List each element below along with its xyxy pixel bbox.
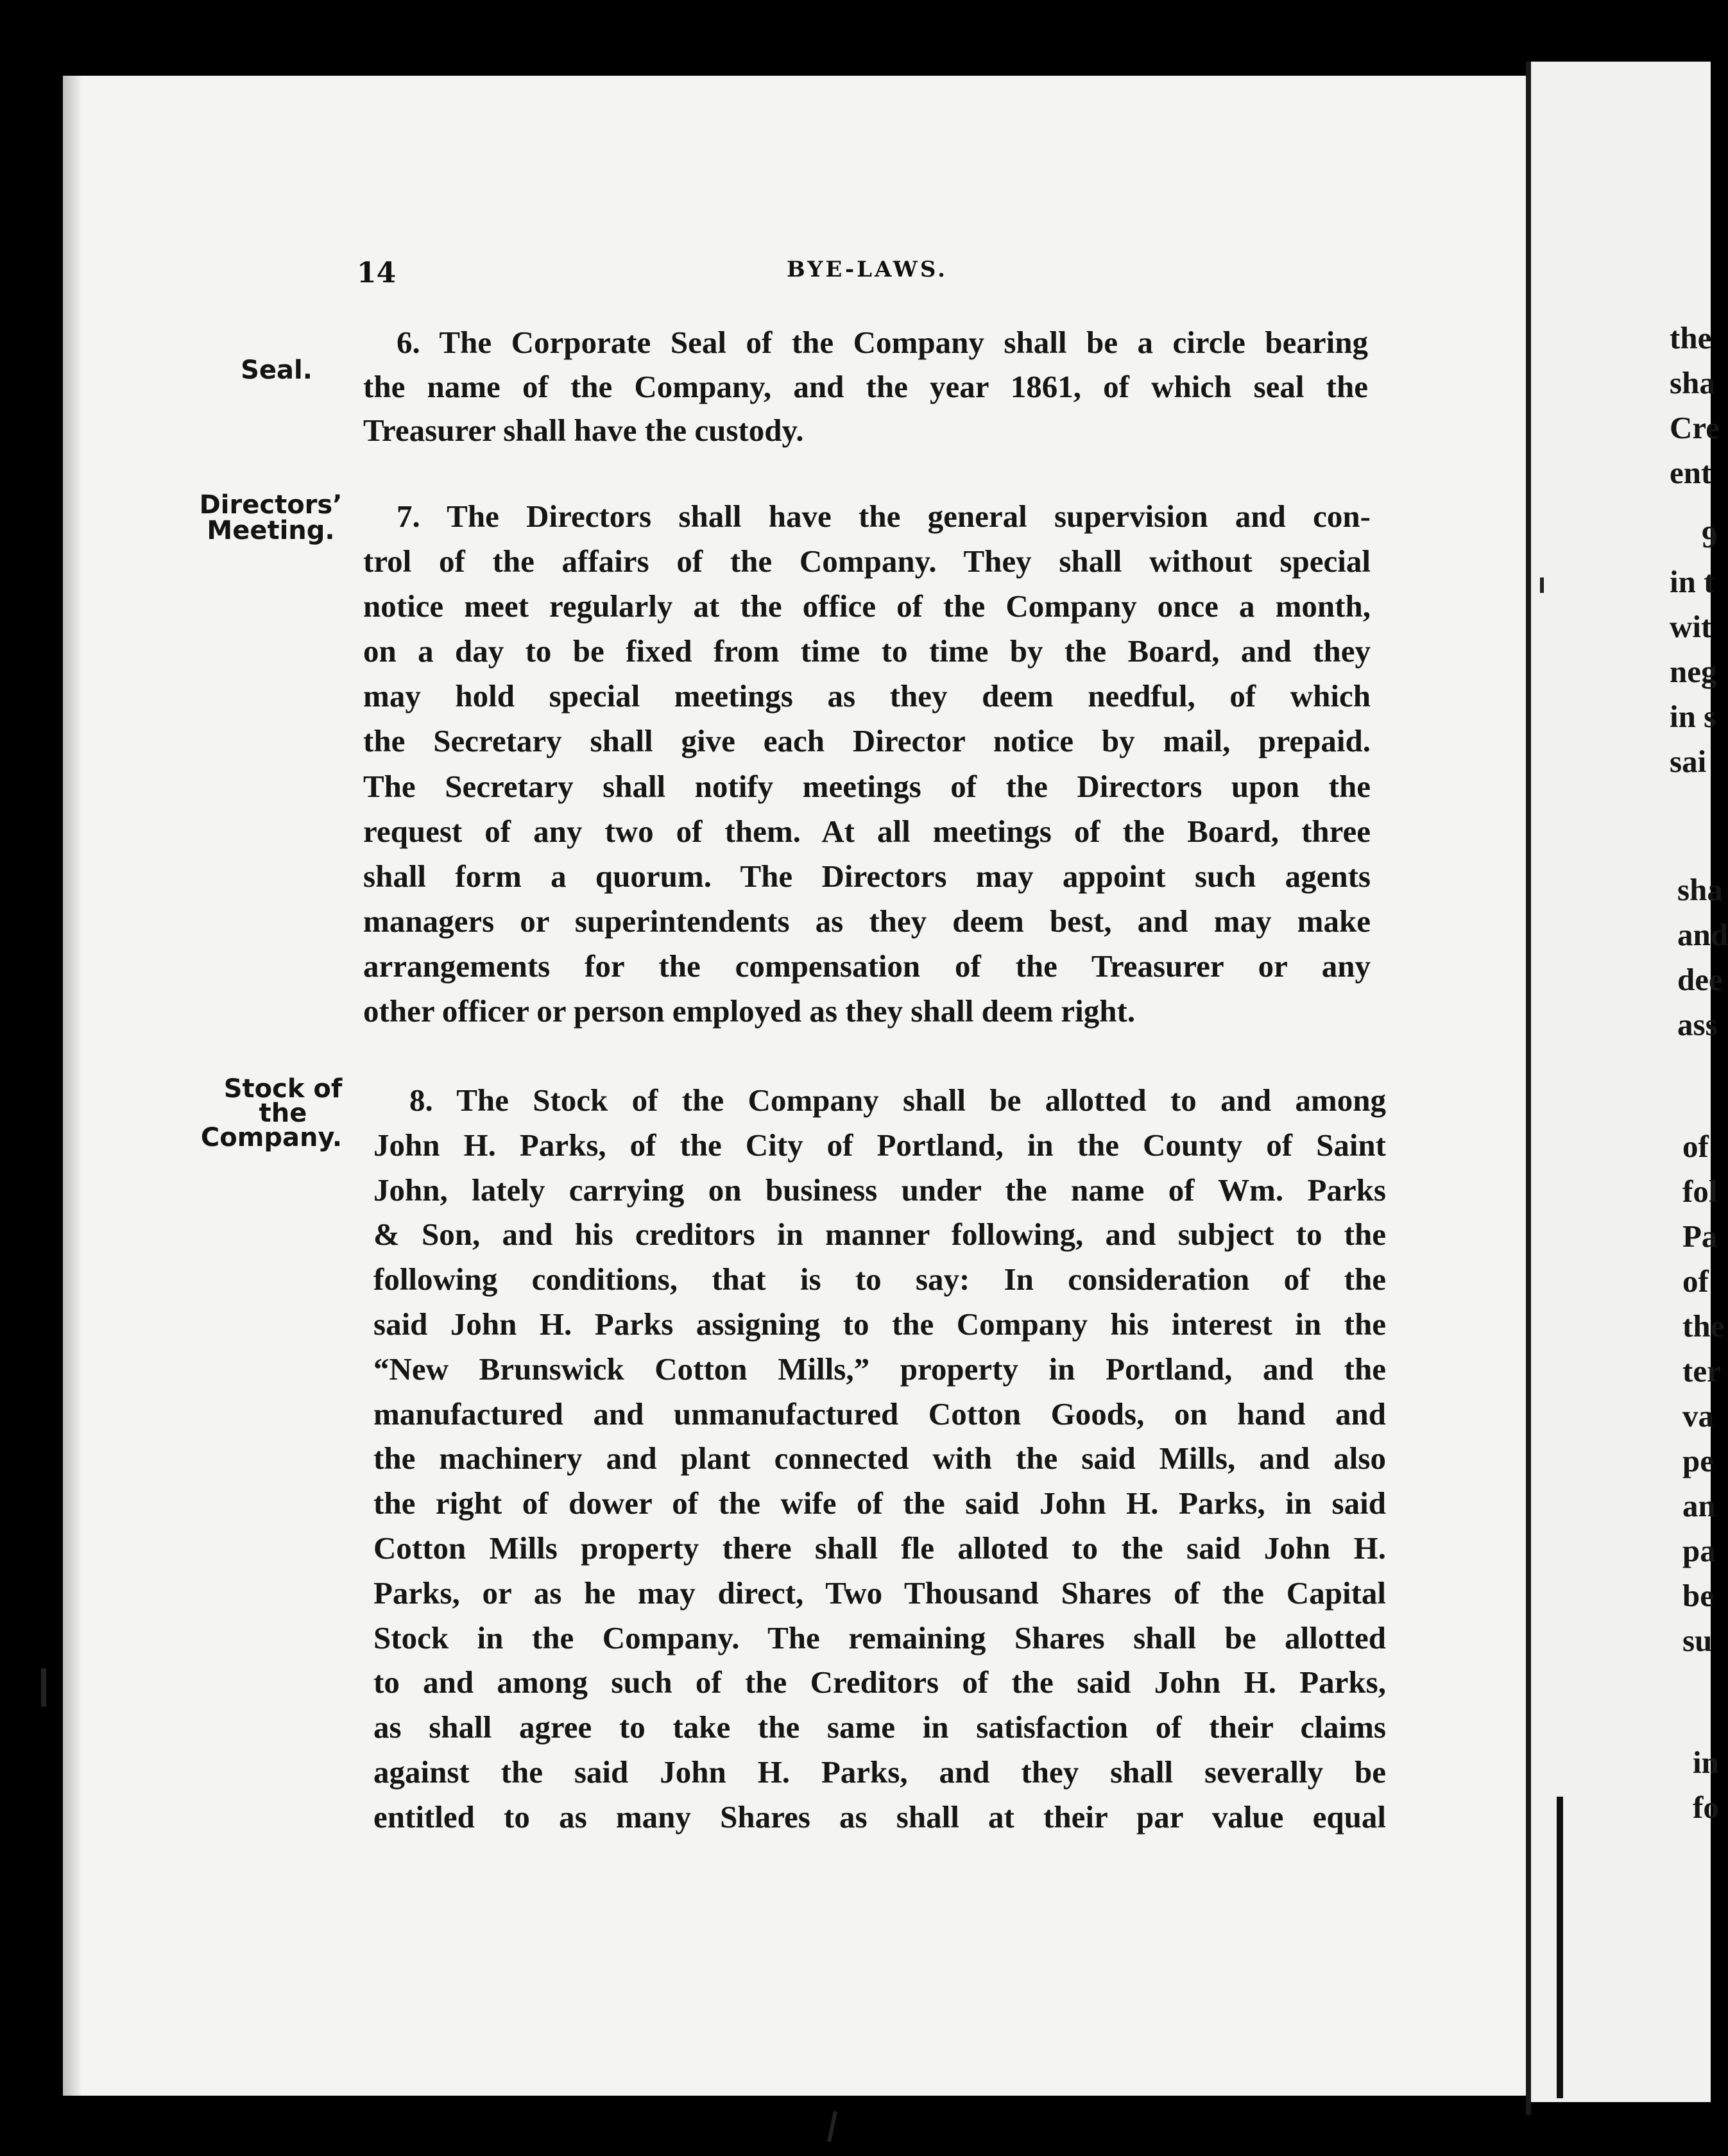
margin-note-line: Directors’ — [199, 490, 343, 520]
paragraph-6-seal — [363, 321, 1368, 453]
text-line: notice meet regularly at the office of the Company once a month, — [363, 588, 1371, 624]
fragment: Cre — [1670, 410, 1720, 445]
fragment: of — [1682, 1263, 1709, 1299]
left-page-edge-shadow — [63, 76, 82, 2096]
running-title: BYE-LAWS. — [787, 257, 948, 282]
fragment: ent — [1670, 455, 1712, 490]
text-line: John H. Parks, of the City of Portland, in the County of Saint — [373, 1127, 1386, 1163]
fragment: sai — [1670, 744, 1707, 779]
fragment: wit — [1670, 609, 1712, 644]
margin-note-seal-text: Seal. — [241, 355, 312, 385]
text-line: Treasurer shall have the custody. — [363, 413, 804, 448]
text-line: against the said John H. Parks, and they shall severally be — [373, 1754, 1386, 1790]
fragment: dee — [1677, 962, 1723, 997]
fragment: of — [1682, 1129, 1709, 1164]
text-line: on a day to be fixed from time to time by the Board, and they — [363, 633, 1371, 669]
text-line: “New Brunswick Cotton Mills,” property in Portland, and the — [373, 1351, 1386, 1387]
fragment: pa — [1682, 1533, 1716, 1568]
text-line: shall form a quorum. The Directors may appoint such agents — [363, 858, 1371, 894]
text-line: may hold special meetings as they deem needful, of which — [363, 678, 1371, 714]
fragment: be — [1682, 1578, 1714, 1613]
fragment: va — [1682, 1398, 1714, 1433]
margin-note-line: Company. — [200, 1123, 343, 1152]
scan-speck — [1540, 578, 1544, 593]
fragment: sha — [1670, 365, 1715, 400]
text-line: & Son, and his creditors in manner following, and subject to the — [373, 1217, 1386, 1253]
scan-speck — [827, 2111, 837, 2142]
text-line: Stock in the Company. The remaining Shares shall be allotted — [373, 1620, 1386, 1656]
fragment: in — [1693, 1745, 1719, 1780]
gutter-shadow — [1557, 1797, 1563, 2098]
text-line: other officer or person employed as they shall deem right. — [363, 993, 1136, 1029]
paragraph-8-stock-of-the-company — [373, 1078, 1386, 1840]
text-line: as shall agree to take the same in satisfaction of their claims — [373, 1709, 1386, 1745]
scan-speck — [41, 1668, 46, 1707]
text-line: managers or superintendents as they deem best, and may make — [363, 903, 1371, 939]
text-line: John, lately carrying on business under the name of Wm. Parks — [373, 1172, 1386, 1208]
fragment: fol — [1682, 1174, 1718, 1209]
fragment: in t — [1670, 564, 1715, 599]
fragment: Pa — [1682, 1219, 1718, 1254]
text-line: entitled to as many Shares as shall at their par value equal — [373, 1799, 1386, 1835]
text-line: 6. The Corporate Seal of the Company shall be a circle bearing — [397, 325, 1368, 360]
text-line: the Secretary shall give each Director notice by mail, prepaid. — [363, 723, 1371, 759]
text-line: the right of dower of the wife of the said John H. Parks, in said — [373, 1485, 1386, 1521]
text-line: said John H. Parks assigning to the Company his interest in the — [373, 1306, 1386, 1342]
text-line: trol of the affairs of the Company. They shall without special — [363, 543, 1371, 579]
margin-note-line: Meeting. — [207, 516, 335, 545]
margin-note-directors-meeting — [194, 490, 348, 545]
fragment: 9 — [1702, 519, 1718, 554]
fragment: the — [1682, 1308, 1725, 1344]
page-number: 14 — [357, 257, 397, 289]
text-line: the name of the Company, and the year 1861, of which seal the — [363, 368, 1368, 404]
text-line: arrangements for the compensation of the Treasurer or any — [363, 948, 1371, 984]
fragment: and — [1677, 917, 1728, 952]
fragment: an — [1682, 1488, 1716, 1523]
fragment: ass — [1677, 1007, 1718, 1042]
fragment: sha — [1677, 872, 1723, 907]
fragment: pe — [1682, 1443, 1714, 1478]
margin-note-stock-of-the-company — [200, 1074, 363, 1152]
fragment: fo — [1693, 1790, 1719, 1825]
text-line: The Secretary shall notify meetings of the Directors upon the — [363, 768, 1371, 804]
text-line: 7. The Directors shall have the general supervision and con- — [397, 499, 1371, 534]
text-line: to and among such of the Creditors of the said John H. Parks, — [373, 1664, 1386, 1700]
text-line: request of any two of them. At all meetings of the Board, three — [363, 813, 1371, 849]
paragraph-7-directors-meeting — [363, 494, 1371, 1034]
fragment: in s — [1670, 699, 1716, 734]
text-line: Parks, or as he may direct, Two Thousand Shares of the Capital — [373, 1575, 1386, 1611]
text-line: the machinery and plant connected with the said Mills, and also — [373, 1441, 1386, 1476]
fragment: the — [1670, 320, 1712, 355]
margin-note-seal — [235, 355, 318, 385]
text-line: manufactured and unmanufactured Cotton Goods, on hand and — [373, 1396, 1386, 1432]
text-line: 8. The Stock of the Company shall be allotted to and among — [409, 1082, 1386, 1118]
book-gutter — [1526, 62, 1531, 2115]
text-line: Cotton Mills property there shall fle alloted to the said John H. — [373, 1530, 1386, 1566]
fragment: neg — [1670, 654, 1717, 689]
fragment: su — [1682, 1623, 1713, 1658]
text-line: following conditions, that is to say: In consideration of the — [373, 1262, 1386, 1297]
fragment: ter — [1682, 1353, 1721, 1389]
margin-note-line: the — [259, 1099, 307, 1128]
margin-note-line: Stock of — [223, 1074, 343, 1104]
